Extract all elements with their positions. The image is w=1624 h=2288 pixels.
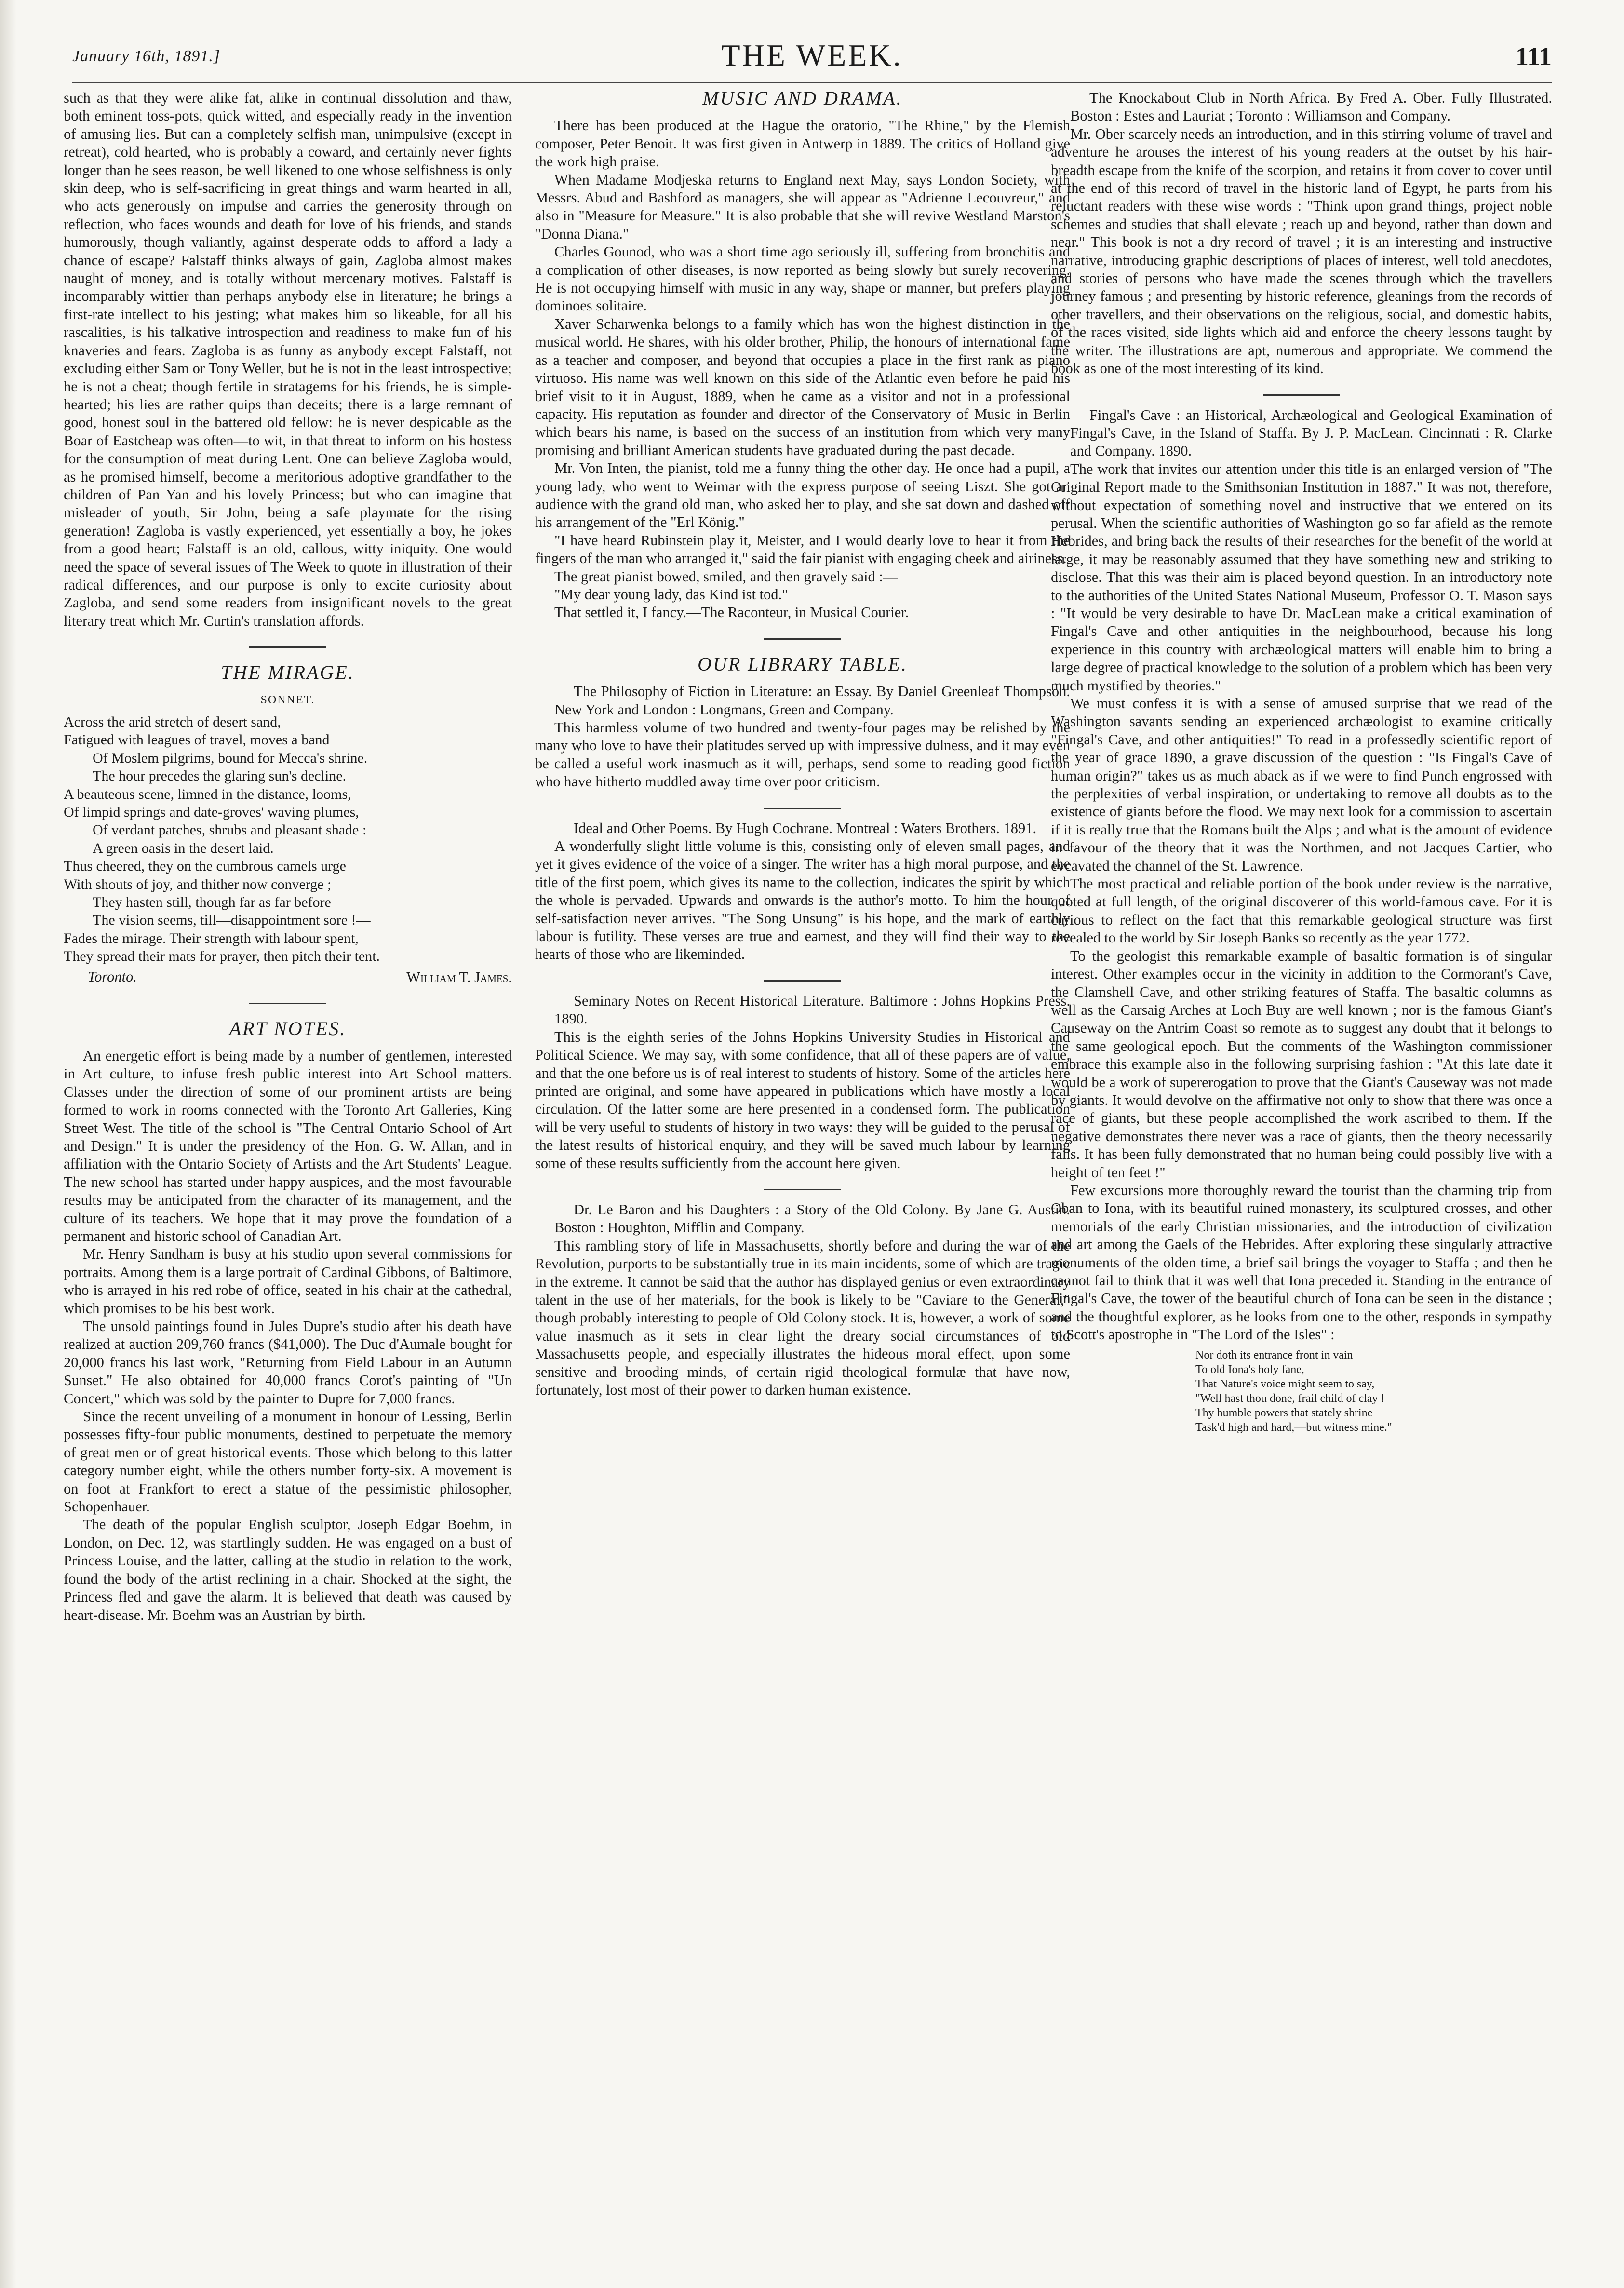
poem-line: They hasten still, though far as far before xyxy=(93,894,331,911)
art-paragraph: Since the recent unveiling of a monument in honour of Lessing, Berlin possesses fifty-four public monuments, destined to perpetuate the memory of great men or of great historical events. Those which belong to this latter category number eight, while the others number forty-six. A movement is on foot at Frankfort to erect a statue of the pessimistic philosopher, Schopenhauer. xyxy=(64,1408,512,1515)
music-paragraph: "I have heard Rubinstein play it, Meister, and I would dearly love to hear it from the fingers of the man who arranged it," said the fair pianist with engaging cheek and airiness. xyxy=(535,532,1070,567)
poem-line: A green oasis in the desert laid. xyxy=(93,840,274,856)
masthead-title: THE WEEK. xyxy=(721,38,903,72)
music-paragraph: There has been produced at the Hague the oratorio, "The Rhine," by the Flemish composer, Peter Benoit. It was first given in Antwerp in 1889. The critics of Holland give the work high praise. xyxy=(535,117,1070,170)
book-title: The Philosophy of Fiction in Literature: an Essay. By Daniel Greenleaf Thompson. New York and London : Longmans, Green and Company. xyxy=(554,683,1070,718)
book-review: A wonderfully slight little volume is this, consisting only of eleven small pages, and yet it gives evidence of the voice of a singer. The writer has a high moral purpose, and the title of the first poem, which gives its name to the collection, indicates the spirit by which the whole is pervaded. Upwards and onwards is the author's motto. To him the hour of self-satisfaction never arrives. "The Song Unsung" is his hope, and the mark of earthly labour is futility. These verses are true and earnest, and they will find their way to the hearts of those who are likeminded. xyxy=(535,838,1070,963)
art-paragraph: Mr. Henry Sandham is busy at his studio upon several commissions for portraits. Among them is a large portrait of Cardinal Gibbons, of Baltimore, who is arrayed in his red robe of office, seated in his chair at the cathedral, which promises to be his best work. xyxy=(64,1246,512,1317)
section-rule xyxy=(764,638,841,640)
poem-line: Across the arid stretch of desert sand, xyxy=(64,714,281,730)
book-title: The Knockabout Club in North Africa. By Fred A. Ober. Fully Illustrated. Boston : Estes and Lauriat ; Toronto : Williamson and Company. xyxy=(1070,90,1552,124)
poem-line: Thus cheered, they on the cumbrous camels urge xyxy=(64,858,346,875)
column-right xyxy=(1051,89,1552,1435)
book-review: The work that invites our attention under this title is an enlarged version of "The Original Report made to the Smithsonian Institution in 1887." It was not, therefore, without expectation of something novel and instructive that we entered on its perusal. When the scientific authorities of Washington go so far afield as the remote Hebrides, and bring back the results of their researches for the benefit of the world at large, it may be reasonably assumed that they have something new and striking to disclose. That this was their aim is placed beyond question. In an introductory note to the authorities of the United States National Museum, Professor O. T. Mason says : "It would be very desirable to have Dr. MacLean make a critical examination of Fingal's Cave and other antiquities in the neighbourhood, because his long experience in this country with archæological matters will enable him to bring a large degree of practical knowledge to the solution of a problem which has been very much mystified by theories." xyxy=(1051,460,1552,694)
verse-line: To old Iona's holy fane, xyxy=(1195,1363,1304,1376)
verse-line: Nor doth its entrance front in vain xyxy=(1195,1348,1353,1361)
music-paragraph: "My dear young lady, das Kind ist tod." xyxy=(554,586,788,603)
section-rule xyxy=(249,1003,326,1004)
book-title: Seminary Notes on Recent Historical Literature. Baltimore : Johns Hopkins Press. 1890. xyxy=(554,992,1070,1027)
page-header xyxy=(72,34,1552,83)
art-paragraph: The unsold paintings found in Jules Dupre's studio after his death have realized at auction 209,760 francs ($41,000). The Duc d'Aumale bought for 20,000 francs his last work, "Returning from Field Labour in an Autumn Sunset." He also obtained for 40,000 francs Corot's painting of "Un Concert," which was sold by the painter to Dupre for 7,000 francs. xyxy=(64,1318,512,1407)
book-review: The most practical and reliable portion of the book under review is the narrative, quoted at full length, of the original discoverer of this world-famous cave. For it is curious to reflect on the fact that this remarkable geological structure was first revealed to the world by Sir Joseph Banks so recently as the year 1772. xyxy=(1051,875,1552,946)
poem-line: Of Moslem pilgrims, bound for Mecca's shrine. xyxy=(93,750,368,766)
section-rule xyxy=(249,646,326,648)
music-paragraph: Charles Gounod, who was a short time ago seriously ill, suffering from bronchitis and a complication of other diseases, is now reported as being slowly but surely recovering. He is not occupying himself with music in any way, shape or manner, but prefers playing dominoes solitaire. xyxy=(535,243,1070,314)
music-paragraph: Mr. Von Inten, the pianist, told me a funny thing the other day. He once had a pupil, a young lady, who went to Weimar with the express purpose of seeing Liszt. She got an audience with the grand old man, who asked her to play, and she sat down and dashed off his arrangement of the "Erl König." xyxy=(535,460,1070,531)
column-left xyxy=(64,89,512,1624)
binding-edge xyxy=(0,0,16,2288)
review-rule xyxy=(764,808,841,809)
music-paragraph: The great pianist bowed, smiled, and then gravely said :— xyxy=(554,568,898,585)
library-table-heading: OUR LIBRARY TABLE. xyxy=(698,653,908,675)
review-rule xyxy=(1263,394,1340,396)
poem-line: With shouts of joy, and thither now converge ; xyxy=(64,876,332,892)
music-drama-heading: MUSIC AND DRAMA. xyxy=(702,87,903,109)
mirage-poem xyxy=(64,713,512,966)
page-number: 111 xyxy=(1515,42,1552,71)
book-review: We must confess it is with a sense of amused surprise that we read of the Washington savants sending an experienced archæologist to examine critically "Fingal's Cave, and other antiquities!" To read in a professedly scientific report of the year of grace 1890, a grave discussion of the question : "Is Fingal's Cave of human origin?" takes us as much aback as if we were to find Punch engrossed with the perplexities of verbal inspiration, or undertaking to remove all doubts as to the existence of giants before the flood. We may next look for a commission to ascertain if it is really true that the Romans built the Alps ; and what is the amount of evidence in favour of the theory that it was the Northmen, and not Jacques Cartier, who evcavated the channel of the St. Lawrence. xyxy=(1051,695,1552,874)
art-paragraph: The death of the popular English sculptor, Joseph Edgar Boehm, in London, on Dec. 12, was startlingly sudden. He was engaged on a bust of Princess Louise, and the latter, calling at the studio in relation to the work, found the body of the artist reclining in a chair. Shocked at the sight, the Princess fled and gave the alarm. It is believed that death was caused by heart-disease. Mr. Boehm was an Austrian by birth. xyxy=(64,1516,512,1623)
poem-place: Toronto. xyxy=(88,969,137,985)
sonnet-label: SONNET. xyxy=(260,693,315,706)
poem-line: A beauteous scene, limned in the distance, looms, xyxy=(64,786,351,802)
music-paragraph: Xaver Scharwenka belongs to a family which has won the highest distinction in the musical world. He shares, with his older brother, Philip, the honours of international fame as a teacher and composer, and beyond that occupies a place in the first rank as piano virtuoso. His name was well known on this side of the Atlantic even before he paid his brief visit to it in August, 1889, when he came as a visitor and not in a professional capacity. His reputation as founder and director of the Conservatory of Music in Berlin which bears his name, is based on the success of an institution from which very many promising and brilliant American students have graduated during the past decade. xyxy=(535,315,1070,458)
verse-line: Thy humble powers that stately shrine xyxy=(1195,1406,1373,1419)
poem-author: William T. James. xyxy=(406,969,512,985)
book-title: Dr. Le Baron and his Daughters : a Story of the Old Colony. By Jane G. Austin. Boston : Houghton, Mifflin and Company. xyxy=(554,1201,1070,1236)
mirage-heading: THE MIRAGE. xyxy=(221,661,355,684)
book-review: To the geologist this remarkable example of basaltic formation is of singular interest. Other examples occur in the vicinity in addition to the Cormorant's Cave, the Clamshell Cave, and other striking features of Staffa. The basaltic columns as well as the Carsaig Arches at Loch Buy are well known ; nor is the famous Giant's Causeway on the Antrim Coast so remote as to suggest any doubt that it belongs to the same geological epoch. But the comments of the Washington commissioner embrace this example also in the following surprising fashion : "At this late date it would be a work of supererogation to prove that the Giant's Causeway was not made by giants. It would devolve on the affirmative not only to show that there was once a race of giants, but these people accomplished the work ascribed to them. If the negative demonstrates there never was a race of giants, then the theory necessarily falls. It has been fully demonstrated that no human being could possibly live with a height of ten feet !" xyxy=(1051,947,1552,1181)
book-title: Ideal and Other Poems. By Hugh Cochrane. Montreal : Waters Brothers. 1891. xyxy=(574,820,1037,836)
column-middle xyxy=(535,89,1070,1399)
poem-line: The vision seems, till—disappointment sore !— xyxy=(93,912,371,929)
poem-line: Of verdant patches, shrubs and pleasant shade : xyxy=(93,822,367,838)
music-paragraph: That settled it, I fancy.—The Raconteur, in Musical Courier. xyxy=(554,604,909,621)
poem-line: Fatigued with leagues of travel, moves a band xyxy=(64,732,330,748)
verse-line: Task'd high and hard,—but witness mine." xyxy=(1195,1421,1392,1434)
review-rule xyxy=(764,980,841,982)
book-review: This rambling story of life in Massachusetts, shortly before and during the war of the Revolution, purports to be substantially true in its main incidents, some of which are tragic in the extreme. It cannot be said that the author has displayed genius or even extraordinary talent in the use of her materials, for the book is likely to be "Caviare to the General," though probably interesting to people of Old Colony stock. It is, however, a work of some value inasmuch as it sets in clear light the dreary social circumstances of old Massachusetts people, and especially illustrates the hideous moral effect, upon some sensitive and brooding minds, of certain rigid theological formulæ that have now, fortunately, lost most of their power to darken human existence. xyxy=(535,1237,1070,1398)
poem-line: They spread their mats for prayer, then pitch their tent. xyxy=(64,948,380,965)
art-paragraph: An energetic effort is being made by a number of gentlemen, interested in Art culture, to infuse fresh public interest into Art School matters. Classes under the direction of some of our prominent artists are being formed to work in rooms connected with the Toronto Art Galleries, King Street West. The title of the school is "The Central Ontario School of Art and Design." It is under the presidency of the Hon. G. W. Allan, and in affiliation with the Ontario Society of Artists and the Art Students' League. The new school has started under happy auspices, and the most favourable results may be anticipated from the character of its management, and the culture of its teachers. We hope that it may prove the foundation of a permanent and historic school of Canadian Art. xyxy=(64,1047,512,1244)
review-rule xyxy=(764,1189,841,1190)
book-review: Mr. Ober scarcely needs an introduction, and in this stirring volume of travel and adventure he arouses the interest of his young readers at the outset by his hair-breadth escape from the knife of the scorpion, and retains it from cover to cover until at the end of this record of travel in the historic land of Egypt, he parts from his reluctant readers with these wise words : "Think upon grand things, project noble schemes and studies that shall elevate ; reach up and beyond, rather than down and near." This book is not a dry record of travel ; it is an interesting and instructive narrative, introducing graphic descriptions of places of interest, well told anecdotes, and stories of persons who have made the scenes through which the travellers journey famous ; and presenting by historic reference, gleanings from the records of other travellers, and their observations on the religious, social, and domestic habits, of the races visited, side lights which aid and enforce the cheery lessons taught by the writer. The illustrations are apt, numerous and appropriate. We commend the book as one of the most interesting of its kind. xyxy=(1051,125,1552,377)
verse-line: "Well hast thou done, frail child of clay ! xyxy=(1195,1392,1385,1405)
poem-line: Fades the mirage. Their strength with labour spent, xyxy=(64,930,359,946)
poem-line: Of limpid springs and date-groves' waving plumes, xyxy=(64,804,359,821)
book-review: This harmless volume of two hundred and twenty-four pages may be relished by the many who love to have their platitudes served up with impressive dulness, and it may even be called a useful work inasmuch as it will, perhaps, send some to reading good fiction who have hitherto muddled away time over poor criticism. xyxy=(535,719,1070,790)
verse-line: That Nature's voice might seem to say, xyxy=(1195,1377,1375,1390)
music-paragraph: When Madame Modjeska returns to England next May, says London Society, with Messrs. Abud and Bashford as managers, she will appear as "Adrienne Lecouvreur," and also in "Measure for Measure." It is also probable that she will revive Westland Marston's "Donna Diana." xyxy=(535,171,1070,242)
book-review: This is the eighth series of the Johns Hopkins University Studies in Historical and Political Science. We may say, with some confidence, that all of these papers are of value, and that the one before us is of real interest to students of history. Some of the articles here printed are original, and some have appeared in publications which have mostly a local circulation. Of the latter some are here presented in a condensed form. The publication will be very useful to students of history in two ways: they will be guided to the perusal of the latest results of historical enquiry, and they will be saved much labour by learning some of these results sufficiently from the account here given. xyxy=(535,1028,1070,1171)
issue-date: January 16th, 1891.] xyxy=(72,47,221,65)
scott-quotation xyxy=(1051,1348,1552,1435)
book-title: Fingal's Cave : an Historical, Archæological and Geological Examination of Fingal's Cave, in the Island of Staffa. By J. P. MacLean. Cincinnati : R. Clarke and Company. 1890. xyxy=(1070,406,1552,459)
art-notes-heading: ART NOTES. xyxy=(229,1017,347,1039)
poem-line: The hour precedes the glaring sun's decline. xyxy=(93,768,347,784)
falstaff-paragraph: such as that they were alike fat, alike in continual dissolution and thaw, both eminent toss-pots, quick witted, and especially ready in the invention of amusing lies. But can a completely selfish man, unimpulsive (except in retreat), cold hearted, who is probably a coward, and certainly never fights longer than he sees reason, be well likened to one whose selfishness is only skin deep, who is self-sacrificing in great things and warm hearted in all, who acts generously on impulse and carries the generosity through on reflection, who faces wounds and death for love of his friends, and stands humorously, though valiantly, against desperate odds to afford a lady a chance of escape? Falstaff thinks always of gain, Zagloba almost makes naught of money, and is totally without mercenary motives. Falstaff is incomparably wittier than perhaps anybody else in literature; he brings a first-rate intellect to his jesting; what makes him so likeable, for all his rascalities, is his talkative introspection and readiness to make fun of his knaveries and fears. Zagloba is as funny as anybody except Falstaff, not excluding either Sam or Tony Weller, but he is not in the least introspective; he is not a cheat; though fertile in stratagems for his friends, he is simple-hearted; his lies are rather quips than deceits; there is a large remnant of good, honest soul in the battered old fellow: he is never despicable as the Boar of Eastcheap was often—to wit, in that threat to inform on his hostess for the consumption of meat during Lent. One can believe Zagloba would, as he promised himself, become a meritorious adoptive grandfather to the children of Pan Yan and his lovely Princess; but who can imagine that misleader of youth, Sir John, being a safe playmate for the rising generation! Zagloba is vastly experienced, yet essentially a boy, he jokes from a good heart; Falstaff is an old, callous, witty iniquity. One would need the space of several issues of The Week to quote in illustration of their radical differences, and our purpose is only to excite curiosity about Zagloba, and send some readers from insignificant novels to the great literary treat which Mr. Curtin's translation affords. xyxy=(64,90,512,629)
book-review: Few excursions more thoroughly reward the tourist than the charming trip from Oban to Iona, with its beautiful ruined monastery, its sculptured crosses, and other memorials of the early Christian missionaries, and the introduction of civilization and art among the Gaels of the Hebrides. After exploring these singularly attractive monuments of the olden time, a brief sail brings the voyager to Staffa ; and then he cannot fail to think that it was well that Iona preceded it. Standing in the entrance of Fingal's Cave, the tower of the beautiful church of Iona can be seen in the distance ; and the thoughtful explorer, as he looks from one to the other, responds in sympathy to Scott's apostrophe in "The Lord of the Isles" : xyxy=(1051,1182,1552,1343)
